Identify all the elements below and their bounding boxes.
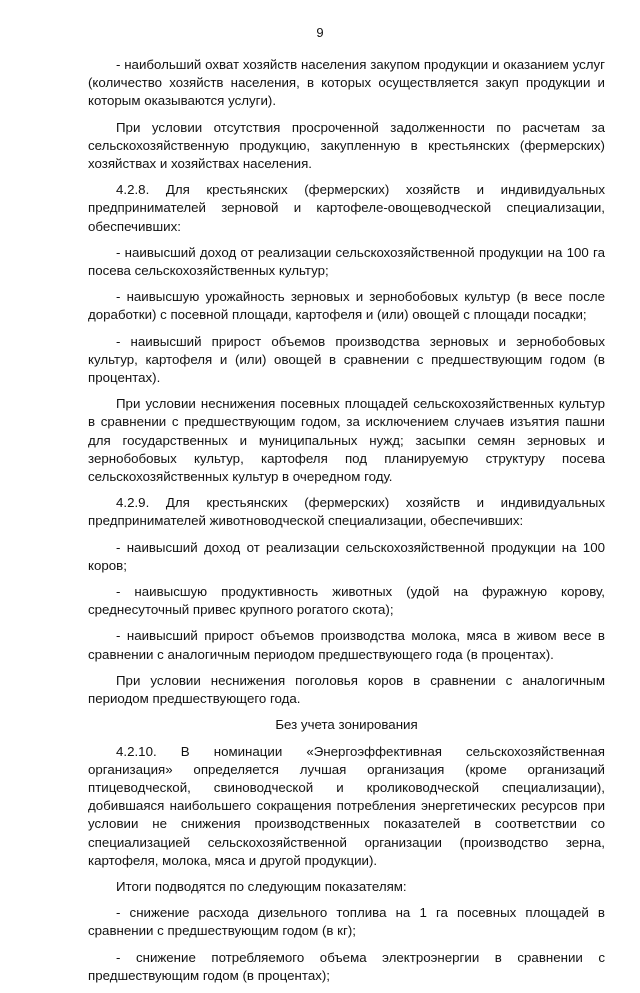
document-body	[88, 56, 605, 993]
heading-without-zoning: Без учета зонирования	[275, 717, 418, 733]
page-number: 9	[316, 25, 324, 40]
paragraph-no-overdue-debt-condition: При условии отсутствия просроченной задолженности по расчетам за сельскохозяйственную продукцию, закупленную в крестьянских (фермерских) хозяйствах и хозяйствах населения.	[88, 119, 605, 172]
paragraph-electricity-reduction: - снижение потребляемого объема электроэнергии в сравнении с предшествующим годом (в процентах);	[88, 949, 605, 983]
paragraph-highest-yield: - наивысшую урожайность зерновых и зернобобовых культур (в весе после доработки) с посевной площади, картофеля и (или) овощей с площади посадки;	[88, 289, 605, 323]
paragraph-diesel-reduction: - снижение расхода дизельного топлива на 1 га посевных площадей в сравнении с предшествующим годом (в кг);	[88, 905, 605, 939]
paragraph-section-4-2-10: 4.2.10. В номинации «Энергоэффективная сельскохозяйственная организация» определяется лучшая организация (кроме организаций птицеводческой, свиноводческой и кролиководческой специализации), добившаяся наибольшего сокращения потребления энергетических ресурсов при условии не снижения производственных показателей в соответствии со специализацией сельскохозяйственной организации (производство зерна, картофеля, молока, мяса и другой продукции).	[88, 743, 605, 868]
paragraph-highest-income-per-100ha: - наивысший доход от реализации сельскохозяйственной продукции на 100 га посева сельскохозяйственных культур;	[88, 244, 605, 279]
paragraph-sown-area-condition: При условии неснижения посевных площадей сельскохозяйственных культур в сравнении с предшествующим годом, за исключением случаев изъятия пашни для государственных и муниципальных нужд; засыпки семян зерновых и зернобобовых культур, картофеля под планируемую структуру посева сельскохозяйственных культур в очередном году.	[88, 396, 605, 485]
paragraph-highest-income-per-100-cows: - наивысший доход от реализации сельскохозяйственной продукции на 100 коров;	[88, 539, 605, 573]
paragraph-coverage-households: - наибольший охват хозяйств населения закупом продукции и оказанием услуг (количество хозяйств населения, в которых осуществляется закуп продукции и которым оказываются услуги).	[88, 57, 605, 109]
paragraph-milk-meat-growth: - наивысший прирост объемов производства молока, мяса в живом весе в сравнении с аналогичным периодом предшествующего года (в процентах).	[88, 628, 605, 662]
paragraph-results-indicators: Итоги подводятся по следующим показателям:	[116, 878, 407, 894]
paragraph-cow-livestock-condition: При условии неснижения поголовья коров в сравнении с аналогичным периодом предшествующего года.	[88, 672, 605, 707]
paragraph-highest-animal-productivity: - наивысшую продуктивность животных (удой на фуражную корову, среднесуточный привес крупного рогатого скота);	[88, 584, 605, 618]
paragraph-section-4-2-9: 4.2.9. Для крестьянских (фермерских) хозяйств и индивидуальных предпринимателей животноводческой специализации, обеспечивших:	[88, 495, 605, 529]
paragraph-highest-production-growth: - наивысший прирост объемов производства зерновых и зернобобовых культур, картофеля и (или) овощей в сравнении с предшествующим годом (в процентах).	[88, 333, 605, 386]
paragraph-section-4-2-8: 4.2.8. Для крестьянских (фермерских) хозяйств и индивидуальных предпринимателей зерновой и картофеле-овощеводческой специализации, обеспечивших:	[88, 182, 605, 234]
